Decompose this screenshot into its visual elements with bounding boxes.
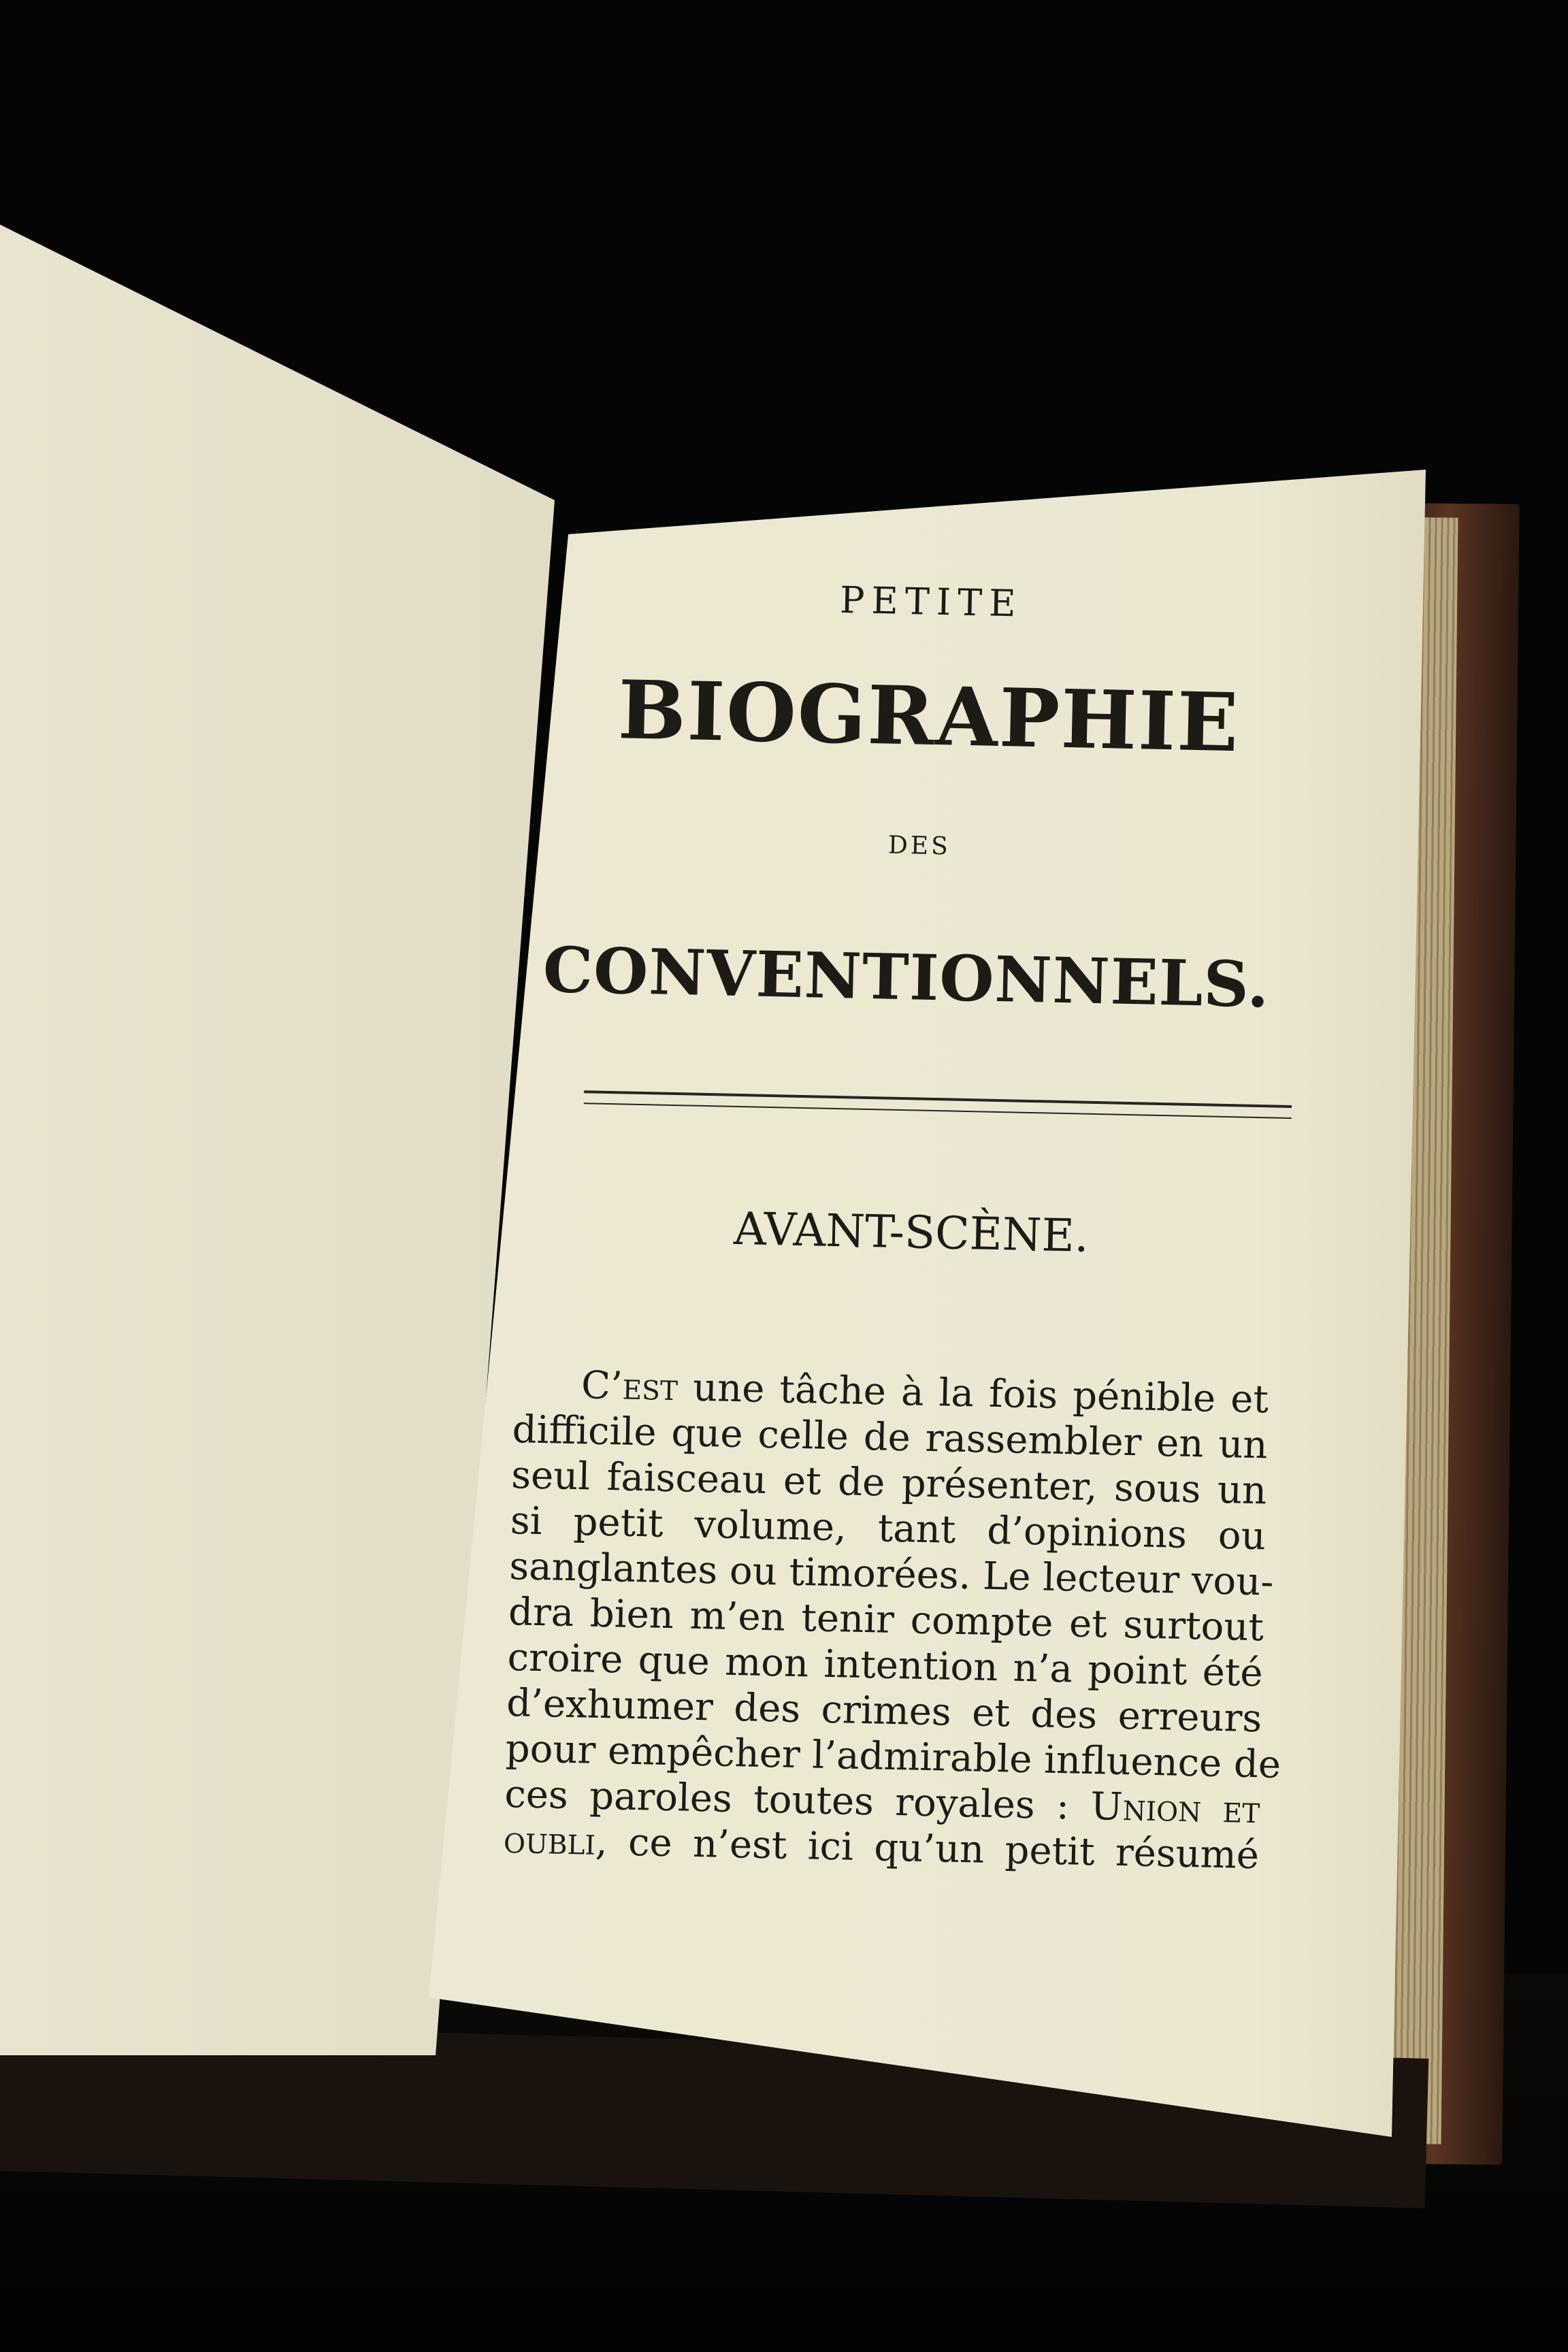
text-segment: dra bien m’en tenir compte et surtout [508,1590,1264,1650]
text-segment: pour empêcher l’admirable influence de [505,1727,1281,1787]
small-caps-text: oubli [503,1818,596,1864]
body-paragraph [503,1361,1281,1878]
text-segment: seul faisceau et de présenter, sous un [510,1453,1267,1514]
text-segment: d’exhumer des crimes et des erreurs [506,1681,1262,1742]
section-heading: AVANT-SCÈNE. [733,1202,1090,1262]
small-caps-text: C’est [581,1363,679,1410]
title-line-biographie: BIOGRAPHIE [617,662,1241,770]
text-segment: une tâche à la fois pénible et [677,1365,1269,1422]
text-segment: croire que mon intention n’a point été [507,1635,1264,1696]
title-line-petite: PETITE [839,578,1024,625]
title-line-des: DES [887,831,951,861]
text-segment: sanglantes ou timorées. Le lecteur vou- [508,1544,1274,1605]
text-segment: ces paroles toutes royales : [504,1772,1092,1829]
title-line-conventionnels: CONVENTIONNELS. [542,932,1271,1022]
text-segment: difficile que celle de rassembler en un [512,1407,1269,1468]
text-segment: , ce n’est ici qu’un petit résumé [595,1819,1260,1878]
text-segment: si petit volume, tant d’opinions ou [510,1499,1267,1559]
small-caps-text: Union et [1090,1784,1260,1833]
